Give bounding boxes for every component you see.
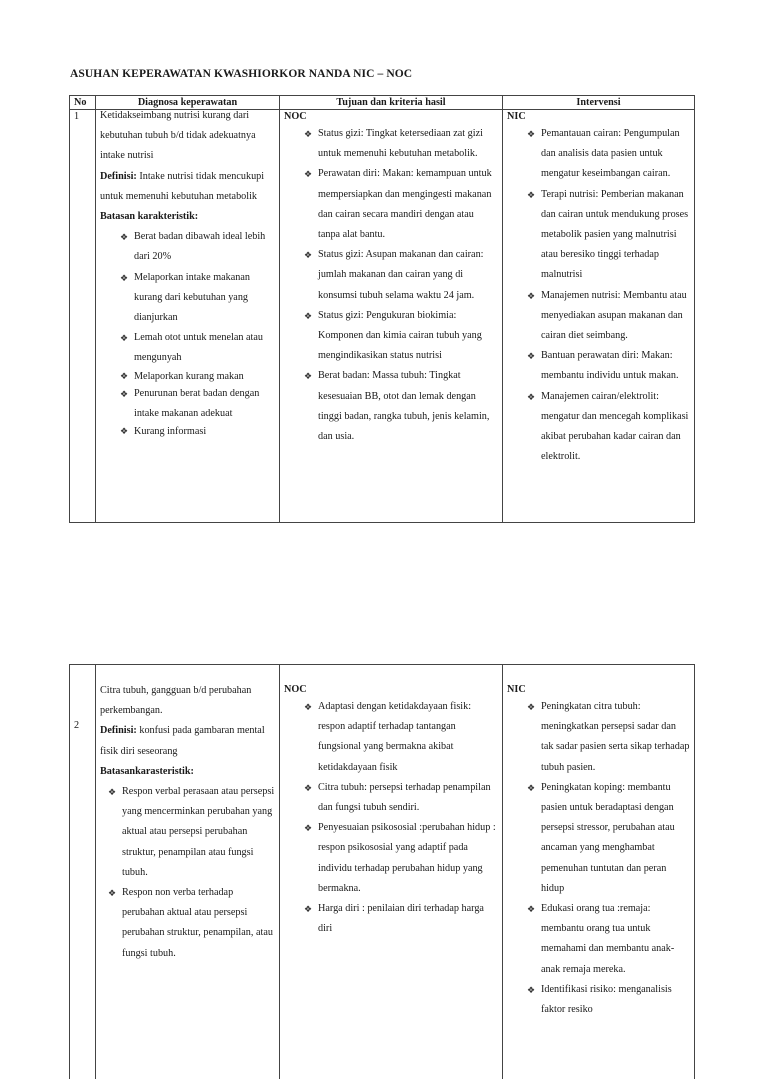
diamond-bullet-icon: ❖ [527,387,535,407]
diagnosis-definition: Definisi: konfusi pada gambaran mental fisik diri seseorang [100,721,275,761]
list-item: ❖ Lemah otot untuk menelan atau mengunyah [120,328,275,368]
diamond-bullet-icon: ❖ [527,346,535,366]
diagnosis-definition: Definisi: Intake nutrisi tidak mencukupi untuk memenuhi kebutuhan metabolik [100,167,275,207]
nic-list [507,124,690,467]
list-item: ❖ Penyesuaian psikososial :perubahan hidup : respon psikososial yang adaptif pada individu terhadap perubahan hidup yang bermakna. [304,818,498,899]
nic-cell [503,665,695,1079]
noc-list [284,124,498,447]
batasan-list [100,782,275,964]
row-number: 1 [70,110,96,523]
diamond-bullet-icon: ❖ [527,124,535,144]
batasan-list [100,227,275,439]
list-item: ❖ Perawatan diri: Makan: kemampuan untuk mempersiapkan dan mengingesti makanan dan cairan secara mandiri dengan atau tanpa alat bantu. [304,164,498,245]
noc-cell [280,110,503,523]
list-item: ❖ Manajemen nutrisi: Membantu atau menyediakan asupan makanan dan cairan diet seimbang. [527,286,690,347]
diamond-bullet-icon: ❖ [304,697,312,717]
list-item: ❖ Status gizi: Tingkat ketersediaan zat gizi untuk memenuhi kebutuhan metabolik. [304,124,498,164]
list-item: ❖ Melaporkan intake makanan kurang dari kebutuhan yang dianjurkan [120,268,275,329]
list-item: ❖ Harga diri : penilaian diri terhadap harga diri [304,899,498,939]
list-item: ❖ Status gizi: Asupan makanan dan cairan: jumlah makanan dan cairan yang di konsumsi tubuh selama waktu 24 jam. [304,245,498,306]
care-plan-table-1 [69,95,695,523]
list-item: ❖ Melaporkan kurang makan [120,369,275,384]
diamond-bullet-icon: ❖ [108,883,116,903]
diamond-bullet-icon: ❖ [304,899,312,919]
diagnosis-intro: Ketidakseimbang nutrisi kurang dari kebutuhan tubuh b/d tidak adekuatnya intake nutrisi [100,106,275,167]
diamond-bullet-icon: ❖ [304,778,312,798]
nic-label: NIC [507,683,690,697]
list-item: ❖ Respon verbal perasaan atau persepsi yang mencerminkan perubahan yang aktual atau persepsi perubahan struktur, penampilan atau fungsi tubuh. [108,782,275,883]
header-tujuan: Tujuan dan kriteria hasil [280,96,503,110]
list-item: ❖ Status gizi: Pengukuran biokimia: Komponen dan kimia cairan tubuh yang mengindikasikan status nutrisi [304,306,498,367]
diamond-bullet-icon: ❖ [304,366,312,386]
list-item: ❖ Berat badan: Massa tubuh: Tingkat kesesuaian BB, otot dan lemak dengan tinggi badan, rangka tubuh, jenis kelamin, dan usia. [304,366,498,447]
list-item: ❖ Bantuan perawatan diri: Makan: membantu individu untuk makan. [527,346,690,386]
diagnosis-intro: Citra tubuh, gangguan b/d perubahan perkembangan. [100,681,275,721]
list-item: ❖ Kurang informasi [120,424,275,439]
diamond-bullet-icon: ❖ [304,124,312,144]
diamond-bullet-icon: ❖ [527,697,535,717]
table-row [70,110,695,523]
noc-list [284,697,498,939]
list-item: ❖ Manajemen cairan/elektrolit: mengatur dan mencegah komplikasi akibat perubahan kadar cairan dan elektrolit. [527,387,690,468]
diamond-bullet-icon: ❖ [527,185,535,205]
header-no: No [70,96,96,110]
diamond-bullet-icon: ❖ [527,778,535,798]
diagnosis-cell [96,665,280,1079]
batasan-label: Batasankarasteristik: [100,762,275,782]
list-item: ❖ Pemantauan cairan: Pengumpulan dan analisis data pasien untuk mengatur keseimbangan cairan. [527,124,690,185]
list-item: ❖ Peningkatan citra tubuh: meningkatkan persepsi sadar dan tak sadar pasien serta sikap terhadap tubuh pasien. [527,697,690,778]
diamond-bullet-icon: ❖ [120,384,128,404]
diamond-bullet-icon: ❖ [527,899,535,919]
diamond-bullet-icon: ❖ [120,227,128,247]
page-title: ASUHAN KEPERAWATAN KWASHIORKOR NANDA NIC – NOC [70,68,412,80]
row-number: 2 [70,665,96,1079]
nic-list [507,697,690,1020]
diamond-bullet-icon: ❖ [304,306,312,326]
diamond-bullet-icon: ❖ [108,782,116,802]
noc-label: NOC [284,683,498,697]
care-plan-table-2 [69,664,695,1079]
header-diagnosa: Diagnosa keperawatan [96,96,280,110]
diamond-bullet-icon: ❖ [120,268,128,288]
batasan-label: Batasan karakteristik: [100,207,275,227]
nic-label: NIC [507,110,690,124]
nic-cell [503,110,695,523]
list-item: ❖ Berat badan dibawah ideal lebih dari 20% [120,227,275,267]
diamond-bullet-icon: ❖ [304,164,312,184]
diamond-bullet-icon: ❖ [527,980,535,1000]
diagnosis-cell [96,110,280,523]
list-item: ❖ Citra tubuh: persepsi terhadap penampilan dan fungsi tubuh sendiri. [304,778,498,818]
diamond-bullet-icon: ❖ [304,818,312,838]
list-item: ❖ Identifikasi risiko: menganalisis faktor resiko [527,980,690,1020]
table-row [70,665,695,1079]
list-item: ❖ Peningkatan koping: membantu pasien untuk beradaptasi dengan persepsi stressor, perubahan atau ancaman yang menghambat pemenuhan tuntutan dan peran hidup [527,778,690,899]
list-item: ❖ Edukasi orang tua :remaja: membantu orang tua untuk memahami dan membantu anak-anak remaja mereka. [527,899,690,980]
list-item: ❖ Terapi nutrisi: Pemberian makanan dan cairan untuk mendukung proses metabolik pasien yang malnutrisi atau beresiko tinggi terhadap malnutrisi [527,185,690,286]
diamond-bullet-icon: ❖ [120,369,128,384]
diamond-bullet-icon: ❖ [120,328,128,348]
list-item: ❖ Adaptasi dengan ketidakdayaan fisik: respon adaptif terhadap tantangan fungsional yang bermakna akibat ketidakdayaan fisik [304,697,498,778]
list-item: ❖ Respon non verba terhadap perubahan aktual atau persepsi perubahan struktur, penampilan, atau fungsi tubuh. [108,883,275,964]
noc-cell [280,665,503,1079]
header-intervensi: Intervensi [503,96,695,110]
noc-label: NOC [284,110,498,124]
list-item: ❖ Penurunan berat badan dengan intake makanan adekuat [120,384,275,424]
diamond-bullet-icon: ❖ [527,286,535,306]
diamond-bullet-icon: ❖ [304,245,312,265]
diamond-bullet-icon: ❖ [120,424,128,439]
